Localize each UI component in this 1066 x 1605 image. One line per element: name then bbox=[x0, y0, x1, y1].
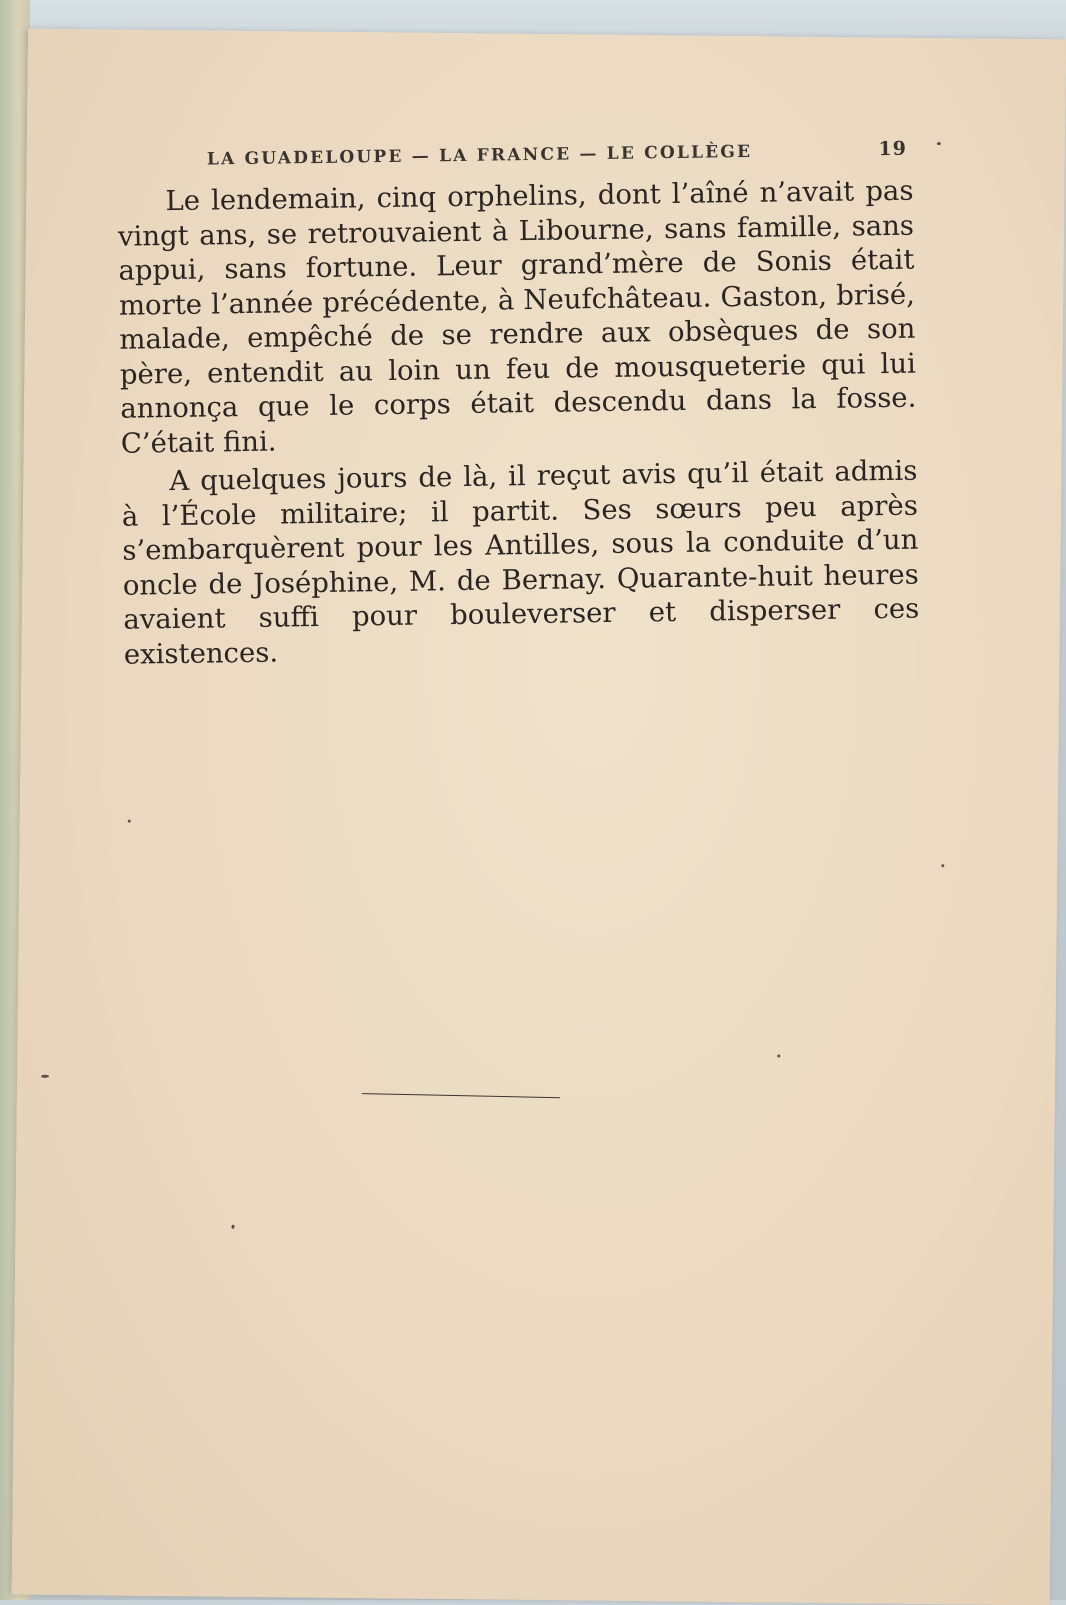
paper-speck bbox=[937, 142, 941, 145]
paper-speck bbox=[941, 864, 944, 867]
paragraph-1: Le lendemain, cinq orphelins, dont l’aîné n’avait pas vingt ans, se retrouvaient à Libourne, sans famille, sans appui, sans fortune. Leur grand’mère de Sonis était morte l’année précédente, à Neufchâteau. Gaston, brisé, malade, empêché de se rendre aux obsèques de son père, entendit au loin un feu de mousqueterie qui lui annonça que le corps était descendu dans la fosse. C’était fini. bbox=[117, 174, 917, 460]
book-page bbox=[12, 29, 1066, 1605]
page-content bbox=[87, 138, 924, 673]
page-number: 19 bbox=[878, 137, 907, 161]
paper-speck bbox=[777, 1054, 780, 1057]
paper-speck bbox=[128, 820, 131, 823]
section-end-rule bbox=[362, 1093, 560, 1098]
paper-speck bbox=[41, 1075, 49, 1078]
paragraph-2: A quelques jours de là, il reçut avis qu’il était admis à l’École militaire; il partit. Ses sœurs peu après s’embarquèrent pour les Antilles, sous la conduite d’un oncle de Joséphine, M. de Bernay. Quarante-huit heures avaient suffi pour bouleverser et disperser ces existences. bbox=[121, 454, 920, 671]
running-head-title: LA GUADELOUPE — LA FRANCE — LE COLLÈGE bbox=[206, 141, 753, 170]
paper-speck bbox=[231, 1225, 234, 1229]
